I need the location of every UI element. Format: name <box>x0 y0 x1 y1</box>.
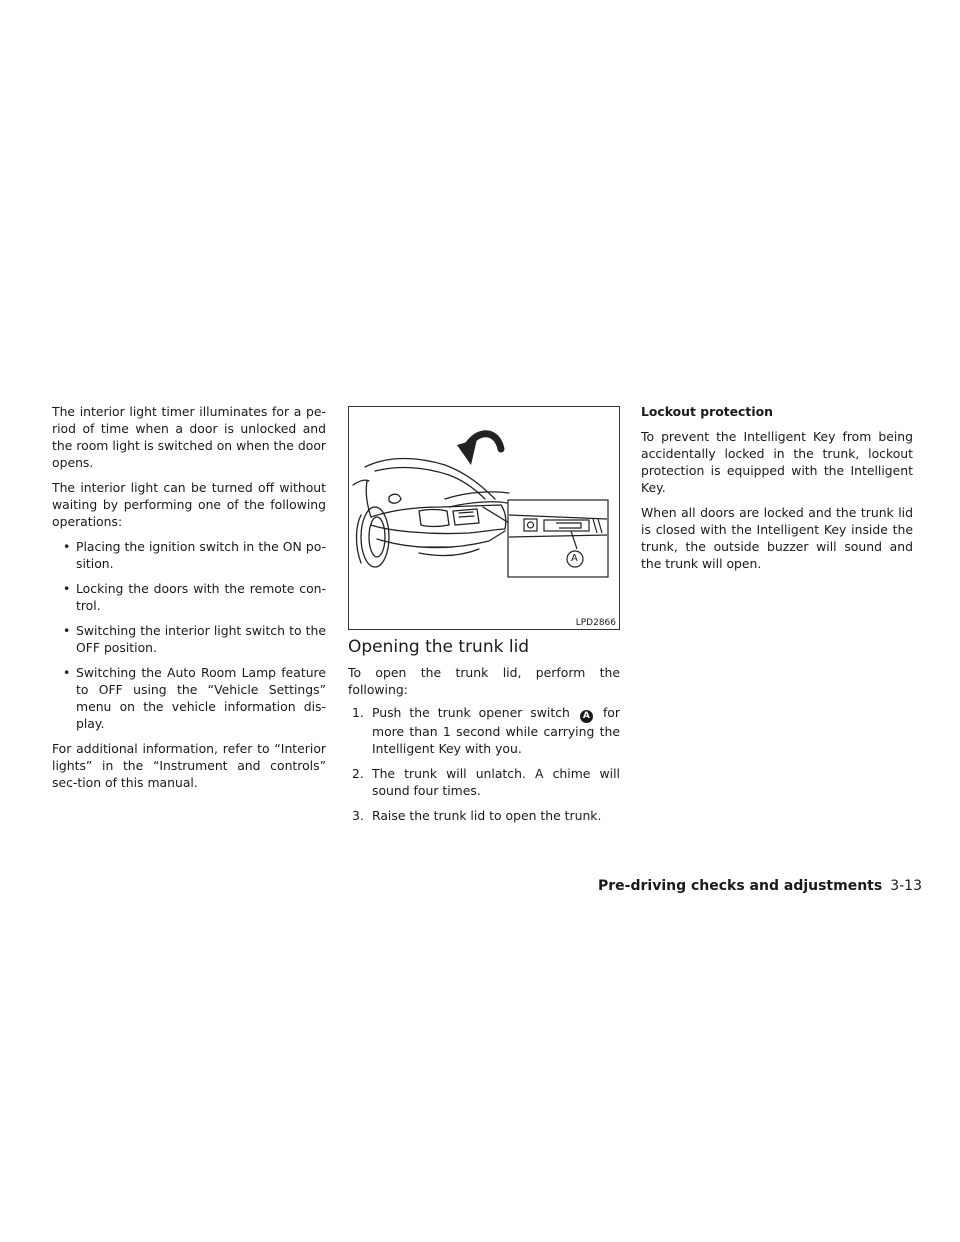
operations-lead: The interior light can be turned off without waiting by performing one of the following operations: <box>52 480 326 529</box>
footer-section-title: Pre-driving checks and adjustments <box>598 878 883 894</box>
list-item: • Switching the Auto Room Lamp feature to OFF using the “Vehicle Settings” menu on the vehicle information dis-play. <box>52 664 326 732</box>
reference-paragraph: For additional information, refer to “Interior lights” in the “Instrument and controls” sec-tion of this manual. <box>52 741 326 790</box>
left-column <box>52 403 326 799</box>
list-item: • Switching the interior light switch to the OFF position. <box>52 622 326 656</box>
figure-code: LPD2866 <box>575 618 616 628</box>
steps-intro: To open the trunk lid, perform the following: <box>348 665 620 697</box>
operations-list <box>52 538 326 732</box>
list-item: • Placing the ignition switch in the ON po-sition. <box>52 538 326 572</box>
trunk-opener-illustration <box>348 406 620 630</box>
middle-column <box>348 406 620 832</box>
steps-list <box>348 704 620 824</box>
list-item: 3. Raise the trunk lid to open the trunk. <box>352 808 602 823</box>
right-column <box>641 403 913 580</box>
timer-paragraph: The interior light timer illuminates for a pe-riod of time when a door is unlocked and the room light is switched on when the door opens. <box>52 404 326 470</box>
list-item: • Locking the doors with the remote con-trol. <box>52 580 326 614</box>
car-rear-illustration <box>349 407 621 631</box>
figure-callout-a: A <box>571 553 578 564</box>
section-heading: Opening the trunk lid <box>348 637 530 657</box>
callout-a-icon: A <box>580 710 593 723</box>
subsection-heading: Lockout protection <box>641 404 773 419</box>
page-number: 3-13 <box>890 878 922 894</box>
lockout-paragraph-2: When all doors are locked and the trunk lid is closed with the Intelligent Key inside the trunk, the outside buzzer will sound and the trunk will open. <box>641 505 913 571</box>
page-footer <box>598 876 922 896</box>
list-item: 2. The trunk will unlatch. A chime will sound four times. <box>352 766 620 798</box>
list-item: 1. Push the trunk opener switch A for more than 1 second while carrying the Intelligent Key with you. <box>352 705 620 756</box>
lockout-paragraph-1: To prevent the Intelligent Key from being accidentally locked in the trunk, lockout protection is equipped with the Intelligent Key. <box>641 429 913 495</box>
